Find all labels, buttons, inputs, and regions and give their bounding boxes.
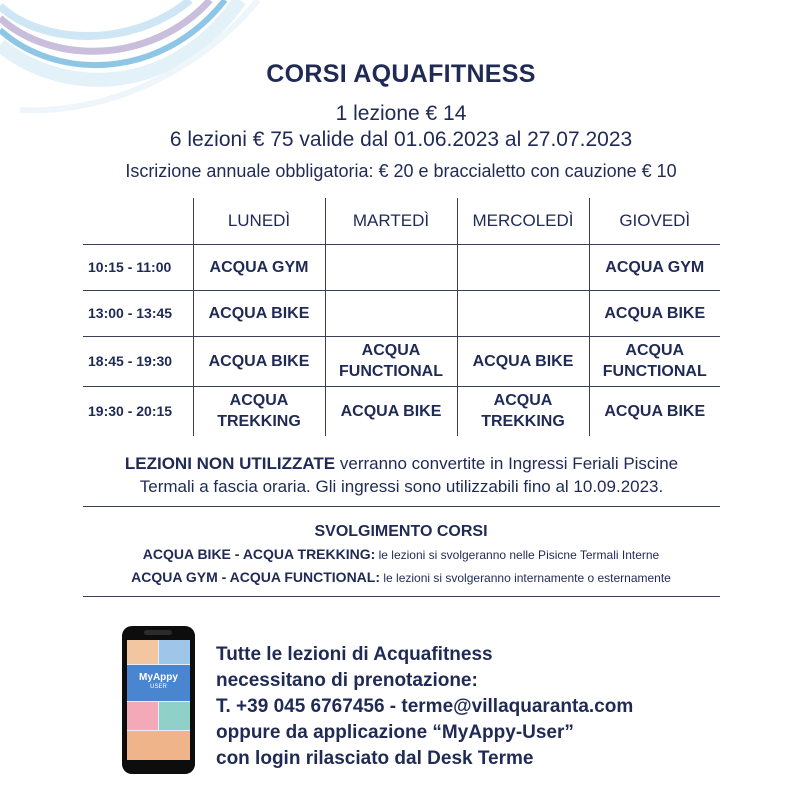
divider — [83, 506, 720, 507]
phone-notch — [144, 630, 172, 635]
booking-line: con login rilasciato dal Desk Terme — [216, 748, 534, 769]
class-cell — [325, 244, 457, 290]
day-header: LUNEDÌ — [193, 198, 325, 244]
course-venue-text: le lezioni si svolgeranno internamente o esternamente — [380, 571, 671, 585]
class-cell: ACQUA FUNCTIONAL — [589, 336, 720, 386]
class-cell: ACQUA TREKKING — [457, 386, 589, 436]
lesson-pack-price: 6 lezioni € 75 valide dal 01.06.2023 al 27.07.2023 — [169, 128, 633, 151]
day-header: GIOVEDÌ — [589, 198, 720, 244]
divider — [83, 596, 720, 597]
day-header: MERCOLEDÌ — [457, 198, 589, 244]
course-venue-text: le lezioni si svolgeranno nelle Pisicne Termali Interne — [375, 548, 660, 562]
smartphone-image — [122, 626, 195, 774]
class-cell: ACQUA GYM — [589, 244, 720, 290]
unused-lessons-text: Termali a fascia oraria. Gli ingressi sono utilizzabili fino al 10.09.2023. — [139, 477, 664, 496]
unused-lessons-note — [83, 452, 720, 498]
booking-info — [216, 642, 633, 772]
course-venue-line — [0, 569, 802, 587]
time-slot: 10:15 - 11:00 — [88, 258, 172, 275]
unused-lessons-text: verranno convertite in Ingressi Feriali Piscine — [335, 454, 679, 473]
photo-tile — [127, 702, 158, 730]
class-cell: ACQUA GYM — [193, 244, 325, 290]
annual-enrollment-note: Iscrizione annuale obbligatoria: € 20 e braccialetto con cauzione € 10 — [125, 161, 677, 181]
booking-line: oppure da applicazione “MyAppy-User” — [216, 722, 574, 743]
time-slot: 13:00 - 13:45 — [83, 290, 193, 336]
class-cell: ACQUA BIKE — [193, 336, 325, 386]
class-cell: ACQUA TREKKING — [193, 386, 325, 436]
class-cell — [457, 244, 589, 290]
table-row — [83, 386, 720, 436]
table-row — [83, 290, 720, 336]
schedule-header-row — [83, 198, 720, 244]
unused-lessons-heading: LEZIONI NON UTILIZZATE — [124, 454, 336, 473]
photo-tile — [159, 702, 190, 730]
booking-line: necessitano di prenotazione: — [216, 670, 478, 691]
app-name: MyAppy — [139, 672, 178, 683]
app-subtitle: USER — [150, 684, 167, 690]
booking-line: Tutte le lezioni di Acquafitness — [216, 644, 493, 665]
table-row — [83, 244, 720, 290]
time-slot: 18:45 - 19:30 — [83, 336, 193, 386]
table-row — [83, 336, 720, 386]
course-venue-label: ACQUA GYM - ACQUA FUNCTIONAL: — [131, 569, 381, 585]
single-lesson-price: 1 lezione € 14 — [335, 102, 467, 125]
photo-tile — [127, 640, 158, 664]
class-cell — [457, 290, 589, 336]
app-banner — [127, 665, 190, 701]
photo-tile — [159, 640, 190, 664]
app-screenshot — [127, 640, 190, 760]
class-cell: ACQUA BIKE — [457, 336, 589, 386]
course-venue-label: ACQUA BIKE - ACQUA TREKKING: — [142, 546, 376, 562]
day-header: MARTEDÌ — [325, 198, 457, 244]
course-venue-line — [0, 546, 802, 564]
class-cell: ACQUA BIKE — [193, 290, 325, 336]
photo-tile — [127, 731, 190, 760]
class-cell: ACQUA FUNCTIONAL — [325, 336, 457, 386]
schedule-corner — [83, 198, 193, 244]
schedule-table — [83, 198, 720, 436]
page-title: CORSI AQUAFITNESS — [266, 60, 536, 88]
time-slot: 19:30 - 20:15 — [83, 386, 193, 436]
class-cell — [325, 290, 457, 336]
class-cell: ACQUA BIKE — [589, 290, 720, 336]
class-cell: ACQUA BIKE — [325, 386, 457, 436]
course-venue-title: SVOLGIMENTO CORSI — [314, 523, 488, 540]
booking-contact: T. +39 045 6767456 - terme@villaquaranta.com — [216, 696, 634, 717]
class-cell: ACQUA BIKE — [589, 386, 720, 436]
